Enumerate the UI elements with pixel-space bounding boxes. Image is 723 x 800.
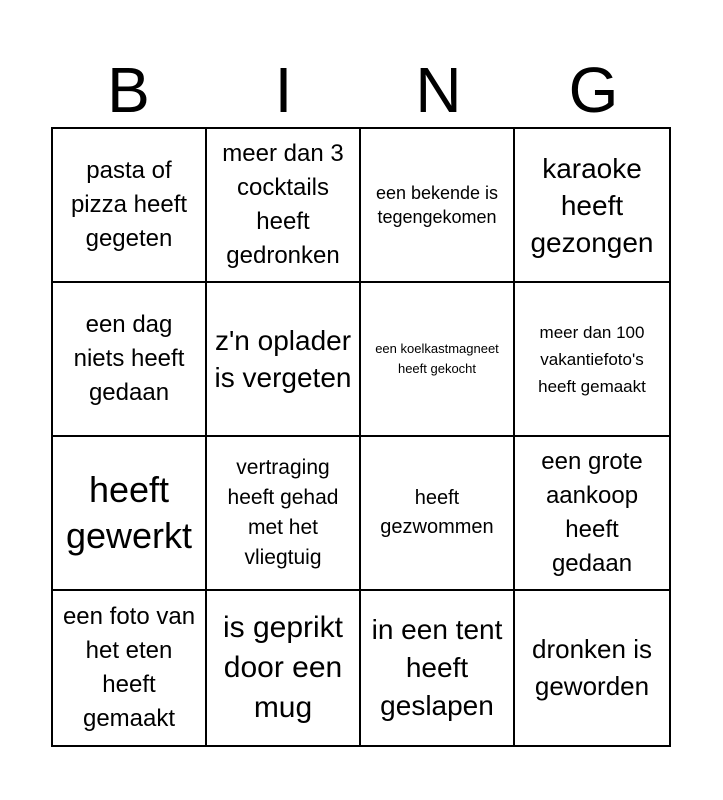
- cell-text: een dag niets heeft gedaan: [73, 311, 185, 406]
- bingo-cell[interactable]: [515, 591, 669, 745]
- bingo-cell[interactable]: [207, 591, 361, 745]
- header-letter-n: N: [415, 54, 462, 126]
- cell-text: pasta of pizza heeft gegeten: [70, 157, 188, 252]
- cell-text: heeft gezwommen: [380, 487, 494, 538]
- cell-text: meer dan 100 vakantiefoto's heeft gemaakt: [538, 322, 646, 396]
- cell-text: heeft gewerkt: [65, 469, 193, 556]
- bingo-cell[interactable]: [53, 283, 207, 437]
- bingo-cell[interactable]: [515, 129, 669, 283]
- cell-text: is geprikt door een mug: [222, 611, 344, 724]
- bingo-cell[interactable]: [515, 283, 669, 437]
- bingo-cell[interactable]: [515, 437, 669, 591]
- bingo-cell[interactable]: [53, 437, 207, 591]
- header-letter-i: I: [274, 54, 293, 126]
- cell-text: een koelkastmagneet heeft gekocht: [375, 341, 499, 376]
- cell-text: meer dan 3 cocktails heeft gedronken: [222, 140, 344, 269]
- bingo-grid: [51, 127, 671, 747]
- bingo-header: [51, 52, 671, 128]
- bingo-cell[interactable]: [53, 591, 207, 745]
- bingo-cell[interactable]: [361, 437, 515, 591]
- cell-text: dronken is geworden: [532, 634, 652, 701]
- bingo-cell[interactable]: [207, 437, 361, 591]
- cell-text: in een tent heeft geslapen: [371, 614, 503, 721]
- bingo-cell[interactable]: [361, 129, 515, 283]
- bingo-cell[interactable]: [207, 129, 361, 283]
- header-letter-g: G: [568, 54, 619, 126]
- cell-text: karaoke heeft gezongen: [530, 152, 654, 258]
- cell-text: vertraging heeft gehad met het vliegtuig: [227, 456, 339, 569]
- cell-text: een grote aankoop heeft gedaan: [541, 448, 643, 577]
- bingo-cell[interactable]: [361, 283, 515, 437]
- bingo-cell[interactable]: [361, 591, 515, 745]
- bingo-cell[interactable]: [53, 129, 207, 283]
- cell-text: een bekende is tegengekomen: [375, 183, 499, 227]
- header-letter-b: B: [107, 54, 150, 126]
- bingo-cell[interactable]: [207, 283, 361, 437]
- cell-text: z'n oplader is vergeten: [214, 325, 352, 393]
- cell-text: een foto van het eten heeft gemaakt: [62, 603, 196, 732]
